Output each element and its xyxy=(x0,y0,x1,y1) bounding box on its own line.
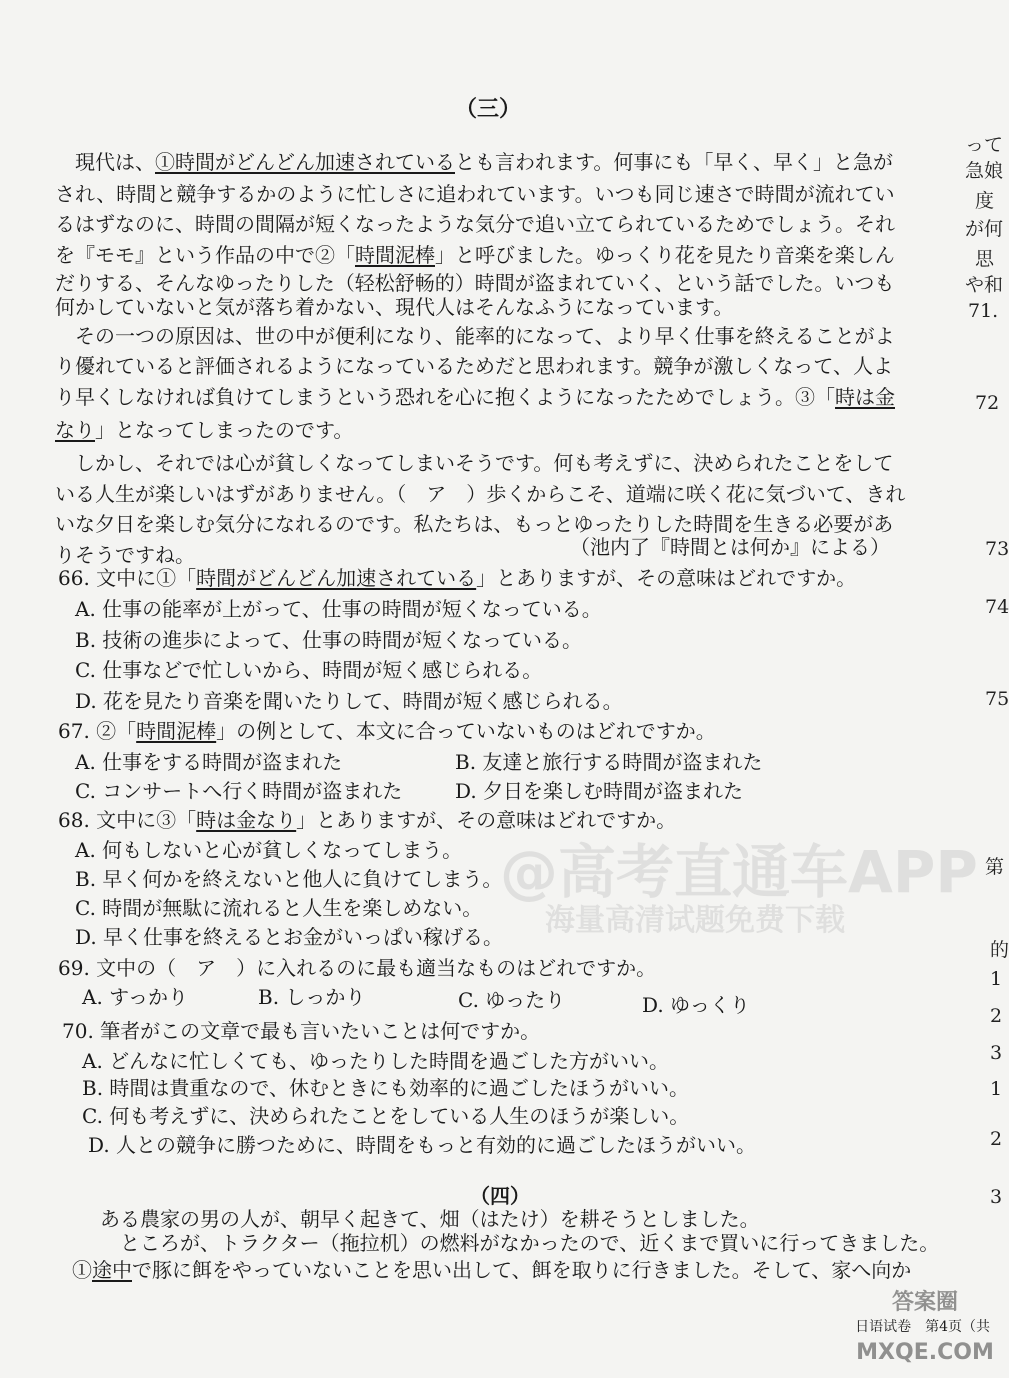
answer-option xyxy=(82,1104,689,1128)
question-stem xyxy=(58,719,716,743)
text-run: しかし、それでは心が貧しくなってしまいそうです。何も考えずに、決められたことをして xyxy=(55,451,894,475)
passage-line xyxy=(55,243,895,267)
answer-option xyxy=(75,896,482,920)
margin-fragment: 74 xyxy=(985,596,1009,618)
passage-source: （池内了『時間とは何か』による） xyxy=(570,535,890,559)
text-run: 何かしていないと気が落ち着かない、現代人はそんなふうになっています。 xyxy=(55,295,734,319)
underlined-phrase: なり xyxy=(55,418,95,442)
margin-fragment: や和 xyxy=(965,274,1004,296)
text-run: D. 人との競争に勝つために、時間をもっと有効的に過ごしたほうがいい。 xyxy=(88,1133,757,1157)
text-run: B. 友達と旅行する時間が盗まれた xyxy=(455,750,763,774)
text-run: を『モモ』という作品の中で②「 xyxy=(55,243,355,267)
text-run: A. 仕事をする時間が盗まれた xyxy=(75,750,343,774)
margin-fragment: 3 xyxy=(990,1186,1003,1208)
text-run: A. すっかり xyxy=(82,985,188,1009)
margin-fragment: が何 xyxy=(965,218,1004,240)
section-heading-4: （四） xyxy=(470,1184,530,1208)
passage-line xyxy=(55,354,893,378)
text-run: 」とありますが、その意味はどれですか。 xyxy=(476,566,857,590)
text-run: D. ゆっくり xyxy=(642,993,750,1017)
answer-option xyxy=(75,925,503,949)
margin-fragment: 思 xyxy=(975,248,995,270)
answer-option xyxy=(75,750,342,774)
text-run: 68. 文中に③「 xyxy=(58,808,197,832)
margin-fragment: 73 xyxy=(985,538,1009,560)
text-run: A. 仕事の能率が上がって、仕事の時間が短くなっている。 xyxy=(75,597,602,621)
margin-fragment: 72 xyxy=(975,392,1000,414)
text-run: B. 時間は貴重なので、休むときにも効率的に過ごしたほうがいい。 xyxy=(82,1076,690,1100)
text-run: とも言われます。何事にも「早く、早く」と急が xyxy=(455,150,893,174)
text-run: り優れていると評価されるようになっているためだと思われます。競争が激しくなって、人よ xyxy=(55,354,893,378)
answer-option xyxy=(82,985,188,1009)
text-run: C. 仕事などで忙しいから、時間が短く感じられる。 xyxy=(75,658,543,682)
text-run: ① xyxy=(72,1258,92,1282)
site-logo: 答案圈 MXQE.COM xyxy=(856,1290,994,1365)
passage-line xyxy=(55,451,893,475)
answer-option xyxy=(88,1133,756,1157)
watermark-app: @高考直通车APP xyxy=(500,838,978,906)
margin-fragment: 2 xyxy=(990,1128,1003,1150)
text-run: 66. 文中に①「 xyxy=(58,566,197,590)
passage-line xyxy=(55,512,893,536)
text-run: B. 早く何かを終えないと他人に負けてしまう。 xyxy=(75,867,503,891)
text-run: B. 技術の進歩によって、仕事の時間が短くなっている。 xyxy=(75,628,583,652)
answer-option xyxy=(75,779,402,803)
text-run: A. 何もしないと心が貧しくなってしまう。 xyxy=(75,838,463,862)
text-run: 67. ②「 xyxy=(58,719,137,743)
margin-fragment: 75 xyxy=(985,688,1009,710)
passage-line xyxy=(55,418,353,442)
text-run: だりする、そんなゆったりした（轻松舒畅的）時間が盗まれていく、という話でした。いつも xyxy=(55,271,895,295)
answer-option xyxy=(75,658,542,682)
text-run: いな夕日を楽しむ気分になれるのです。私たちは、もっとゆったりした時間を生きる必要があ xyxy=(55,512,894,536)
text-run: ある農家の男の人が、朝早く起きて、畑（はたけ）を耕そうとしました。 xyxy=(100,1207,760,1231)
text-run: され、時間と競争するかのように忙しさに追われています。いつも同じ速さで時間が流れてい xyxy=(55,182,895,206)
text-run: り早くしなければ負けてしまうという恐れを心に抱くようになったためでしょう。③「 xyxy=(55,385,835,409)
text-run: D. 花を見たり音楽を聞いたりして、時間が短く感じられる。 xyxy=(75,689,623,713)
text-run: A. どんなに忙しくても、ゆったりした時間を過ごした方がいい。 xyxy=(82,1049,669,1073)
text-run: で豚に餌をやっていないことを思い出して、餌を取りに行きました。そして、家へ向か xyxy=(132,1258,912,1282)
passage-line xyxy=(55,295,733,319)
text-run: 」となってしまったのです。 xyxy=(95,418,354,442)
text-run: C. 何も考えずに、決められたことをしている人生のほうが楽しい。 xyxy=(82,1104,690,1128)
text-run: その一つの原因は、世の中が便利になり、能率的になって、より早く仕事を終えることがよ xyxy=(55,324,895,348)
text-run: いる人生が楽しいはずがありません。（ ア ）歩くからこそ、道端に咲く花に気づいて、きれ xyxy=(55,482,906,506)
answer-option xyxy=(75,867,502,891)
text-run: 70. 筆者がこの文章で最も言いたいことは何ですか。 xyxy=(62,1019,541,1043)
passage-line xyxy=(72,1258,911,1282)
text-run: 」の例として、本文に合っていないものはどれですか。 xyxy=(216,719,716,743)
text-run: 69. 文中の（ ア ）に入れるのに最も適当なものはどれですか。 xyxy=(58,956,657,980)
answer-option xyxy=(75,628,582,652)
answer-option xyxy=(75,689,623,713)
text-run: C. 時間が無駄に流れると人生を楽しめない。 xyxy=(75,896,483,920)
passage-line xyxy=(100,1231,939,1255)
underlined-phrase: 時は金 xyxy=(835,385,895,409)
answer-option xyxy=(75,838,462,862)
text-run: りそうですね。 xyxy=(55,543,195,567)
section-heading-3: （三） xyxy=(455,96,522,122)
margin-fragment: 第 xyxy=(985,856,1005,878)
underlined-phrase: ①時間がどんどん加速されている xyxy=(155,150,455,174)
passage-line xyxy=(55,385,895,409)
passage-line xyxy=(55,150,893,174)
text-run: D. 夕日を楽しむ時間が盗まれた xyxy=(455,779,744,803)
watermark-download: 海量高清试题免费下载 xyxy=(545,903,845,938)
text-run: 現代は、 xyxy=(55,150,155,174)
margin-fragment: 2 xyxy=(990,1005,1003,1027)
margin-fragment: 71. xyxy=(968,300,999,322)
answer-option xyxy=(82,1049,669,1073)
passage-line xyxy=(55,543,195,567)
margin-fragment: 1 xyxy=(990,1078,1003,1100)
passage-line xyxy=(55,271,894,295)
answer-option xyxy=(455,779,743,803)
underlined-phrase: 時間泥棒 xyxy=(136,719,217,743)
text-run: D. 早く仕事を終えるとお金がいっぱい稼げる。 xyxy=(75,925,504,949)
answer-option xyxy=(258,985,365,1009)
text-run: C. ゆったり xyxy=(458,988,566,1012)
passage-line xyxy=(55,324,895,348)
passage-line xyxy=(55,182,895,206)
margin-fragment: 1 xyxy=(990,968,1003,990)
underlined-phrase: 途中 xyxy=(92,1258,132,1282)
passage-line xyxy=(100,1207,760,1231)
margin-fragment: 3 xyxy=(990,1042,1003,1064)
underlined-phrase: 時は金なり xyxy=(196,808,297,832)
text-run: C. コンサートへ行く時間が盗まれた xyxy=(75,779,403,803)
margin-fragment: 急娘 xyxy=(965,160,1004,182)
margin-fragment: 的 xyxy=(990,939,1009,961)
question-stem xyxy=(62,1019,540,1043)
underlined-phrase: 時間泥棒 xyxy=(355,243,435,267)
answer-option xyxy=(642,993,750,1017)
text-run: 」とありますが、その意味はどれですか。 xyxy=(296,808,677,832)
underlined-phrase: 時間がどんどん加速されている xyxy=(196,566,477,590)
page-footer: 日语试卷 第4页（共 xyxy=(855,1319,990,1335)
question-stem xyxy=(58,566,856,590)
margin-fragment: って xyxy=(965,134,1004,156)
text-run: 」と呼びました。ゆっくり花を見たり音楽を楽しん xyxy=(435,243,895,267)
margin-fragment: 度 xyxy=(975,190,995,212)
answer-option xyxy=(75,597,602,621)
text-run: B. しっかり xyxy=(258,985,366,1009)
answer-option xyxy=(458,988,565,1012)
question-stem xyxy=(58,956,656,980)
passage-line xyxy=(55,212,895,236)
text-run: ところが、トラクター（拖拉机）の燃料がなかったので、近くまで買いに行ってきました。 xyxy=(100,1231,940,1255)
answer-option xyxy=(82,1076,689,1100)
answer-option xyxy=(455,750,762,774)
passage-line xyxy=(55,482,905,506)
text-run: るはずなのに、時間の間隔が短くなったような気分で追い立てられているためでしょう。それ xyxy=(55,212,895,236)
